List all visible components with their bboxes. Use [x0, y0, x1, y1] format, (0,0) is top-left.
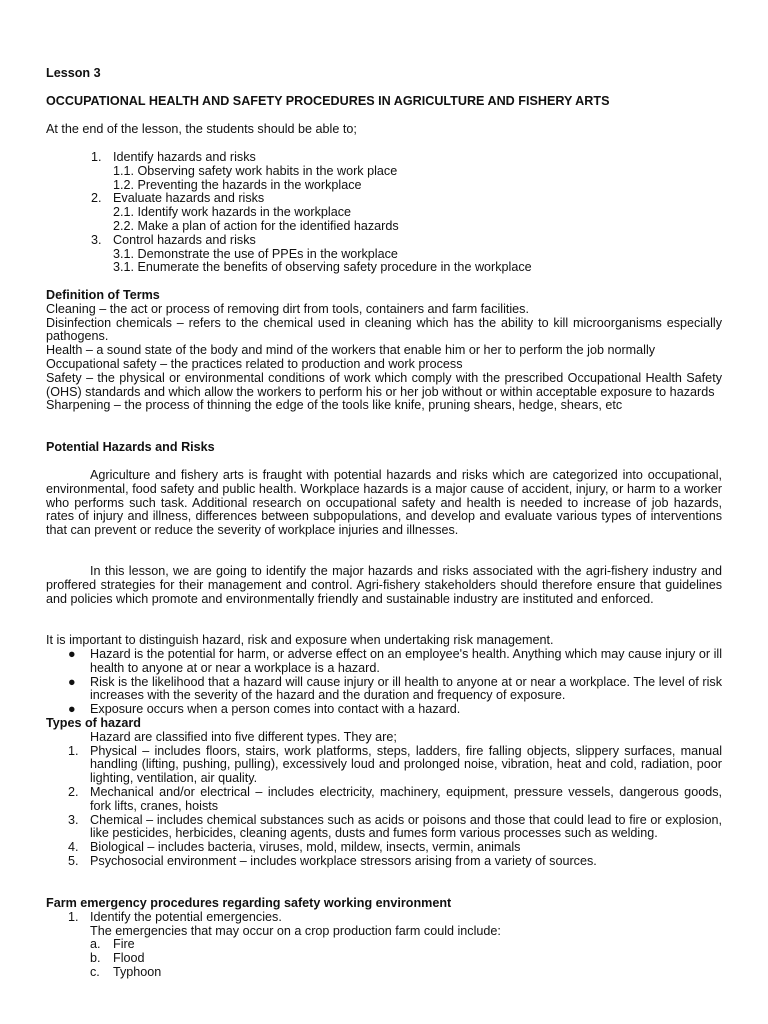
types-intro: Hazard are classified into five different types. They are;: [90, 729, 397, 744]
objective-sub-item: 3.1. Demonstrate the use of PPEs in the workplace: [113, 246, 398, 261]
hazard-type-item: 4. Biological – includes bacteria, viruses, mold, mildew, insects, vermin, animals: [68, 840, 521, 855]
emergency-item: a. Fire: [90, 937, 135, 952]
objective-sub-item: 1.1. Observing safety work habits in the work place: [113, 163, 398, 178]
objective-sub-item: 1.2. Preventing the hazards in the workplace: [113, 177, 362, 192]
emergency-item: c. Typhoon: [90, 964, 162, 979]
objectives-list: [46, 151, 722, 275]
emergency-step: 1. Identify the potential emergencies.: [68, 909, 282, 924]
objective-sub-item: 2.2. Make a plan of action for the identified hazards: [113, 218, 399, 233]
bullet-icon: ●: [68, 647, 76, 661]
hazard-type-item: 1. Physical – includes floors, stairs, work platforms, steps, ladders, fire falling objects, slippery surfaces, manual handling (lifting, pushing, pulling), excessively loud and prolonged noise, vibration, heat and cold, radiation, poor lighting, ventilation, air quality.: [68, 743, 722, 786]
emergency-section: [46, 897, 722, 980]
objective-sub-item: 3.1. Enumerate the benefits of observing safety procedure in the workplace: [113, 260, 532, 275]
definition-item: Sharpening – the process of thinning the edge of the tools like knife, pruning shears, hedge, shears, etc: [46, 398, 623, 413]
definition-item: Health – a sound state of the body and mind of the workers that enable him or her to perform the job normally: [46, 343, 656, 358]
types-section: [46, 717, 722, 869]
objective-sub-item: 2.1. Identify work hazards in the workplace: [113, 205, 352, 220]
bullet-item: ● Exposure occurs when a person comes into contact with a hazard.: [68, 702, 461, 717]
definition-item: Cleaning – the act or process of removing dirt from tools, containers and farm facilities.: [46, 301, 529, 316]
hazard-type-item: 2. Mechanical and/or electrical – includes electricity, machinery, equipment, pressure vessels, dangerous goods, fork lifts, cranes, hoists: [68, 784, 722, 813]
lesson-intro: At the end of the lesson, the students should be able to;: [46, 122, 357, 136]
objective-item: 1. Identify hazards and risks 1.1. Observing safety work habits in the work place 1.2. Preventing the hazards in the workplace: [46, 151, 722, 192]
lesson-label: Lesson 3: [46, 66, 101, 80]
definitions-heading: Definition of Terms: [46, 288, 160, 302]
distinguish-text: It is important to distinguish hazard, risk and exposure when undertaking risk management.: [46, 633, 554, 647]
objective-item: 2. Evaluate hazards and risks 2.1. Identify work hazards in the workplace 2.2. Make a plan of action for the identified hazards: [46, 192, 722, 233]
definition-item: Disinfection chemicals – refers to the chemical used in cleaning which has the ability to kill microorganisms especially pathogens.: [46, 315, 722, 344]
definition-item: Occupational safety – the practices related to production and work process: [46, 356, 463, 371]
objective-item: 3. Control hazards and risks 3.1. Demonstrate the use of PPEs in the workplace 3.1. Enumerate the benefits of observing safety procedure in the workplace: [46, 234, 722, 275]
bullet-item: ● Risk is the likelihood that a hazard will cause injury or ill health to anyone at or near a workplace. The level of risk increases with the severity of the hazard and the duration and frequency of exposure.: [68, 674, 722, 703]
types-heading: Types of hazard: [46, 716, 141, 730]
definitions-section: [46, 289, 722, 413]
hazards-paragraph-2: In this lesson, we are going to identify the major hazards and risks associated with the agri-fishery industry and proffered strategies for their management and control. Agri-fishery stakeholders should therefore ensure that guidelines and policies which promote and environmentally friendly and sustainable industry are instituted and enforced.: [46, 564, 722, 606]
lesson-title: OCCUPATIONAL HEALTH AND SAFETY PROCEDURES IN AGRICULTURE AND FISHERY ARTS: [46, 94, 610, 108]
emergency-intro: The emergencies that may occur on a crop production farm could include:: [90, 923, 501, 938]
bullet-icon: ●: [68, 702, 76, 717]
bullet-item: ● Hazard is the potential for harm, or adverse effect on an employee's health. Anything which may cause injury or ill health to anyone at or near a workplace is a hazard.: [68, 647, 722, 675]
hazard-type-item: 3. Chemical – includes chemical substances such as acids or poisons and those that could lead to fire or explosion, like pesticides, herbicides, cleaning agents, dusts and fumes form various processes such as welding.: [68, 812, 722, 841]
hazards-heading: Potential Hazards and Risks: [46, 440, 215, 454]
bullet-icon: ●: [68, 674, 76, 689]
hazard-type-item: 5. Psychosocial environment – includes workplace stressors arising from a variety of sources.: [68, 853, 597, 868]
emergency-item: b. Flood: [90, 951, 145, 966]
hazards-paragraph-1: Agriculture and fishery arts is fraught with potential hazards and risks which are categorized into occupational, environmental, food safety and public health. Workplace hazards is a major cause of accident, injury, or harm to a worker who performs such task. Additional research on occupational safety and health is needed to increase of job hazards, rates of injury and illness, differences between subpopulations, and develop and evaluate various types of interventions that can prevent or reduce the severity of workplace injuries and illnesses.: [46, 468, 722, 538]
definition-item: Safety – the physical or environmental conditions of work which comply with the prescribed Occupational Health Safety (OHS) standards and which allow the workers to perform his or her job without or within acceptable exposure to hazards: [46, 370, 722, 399]
emergency-heading: Farm emergency procedures regarding safety working environment: [46, 896, 452, 910]
hazard-risk-exposure-list: [46, 648, 722, 717]
